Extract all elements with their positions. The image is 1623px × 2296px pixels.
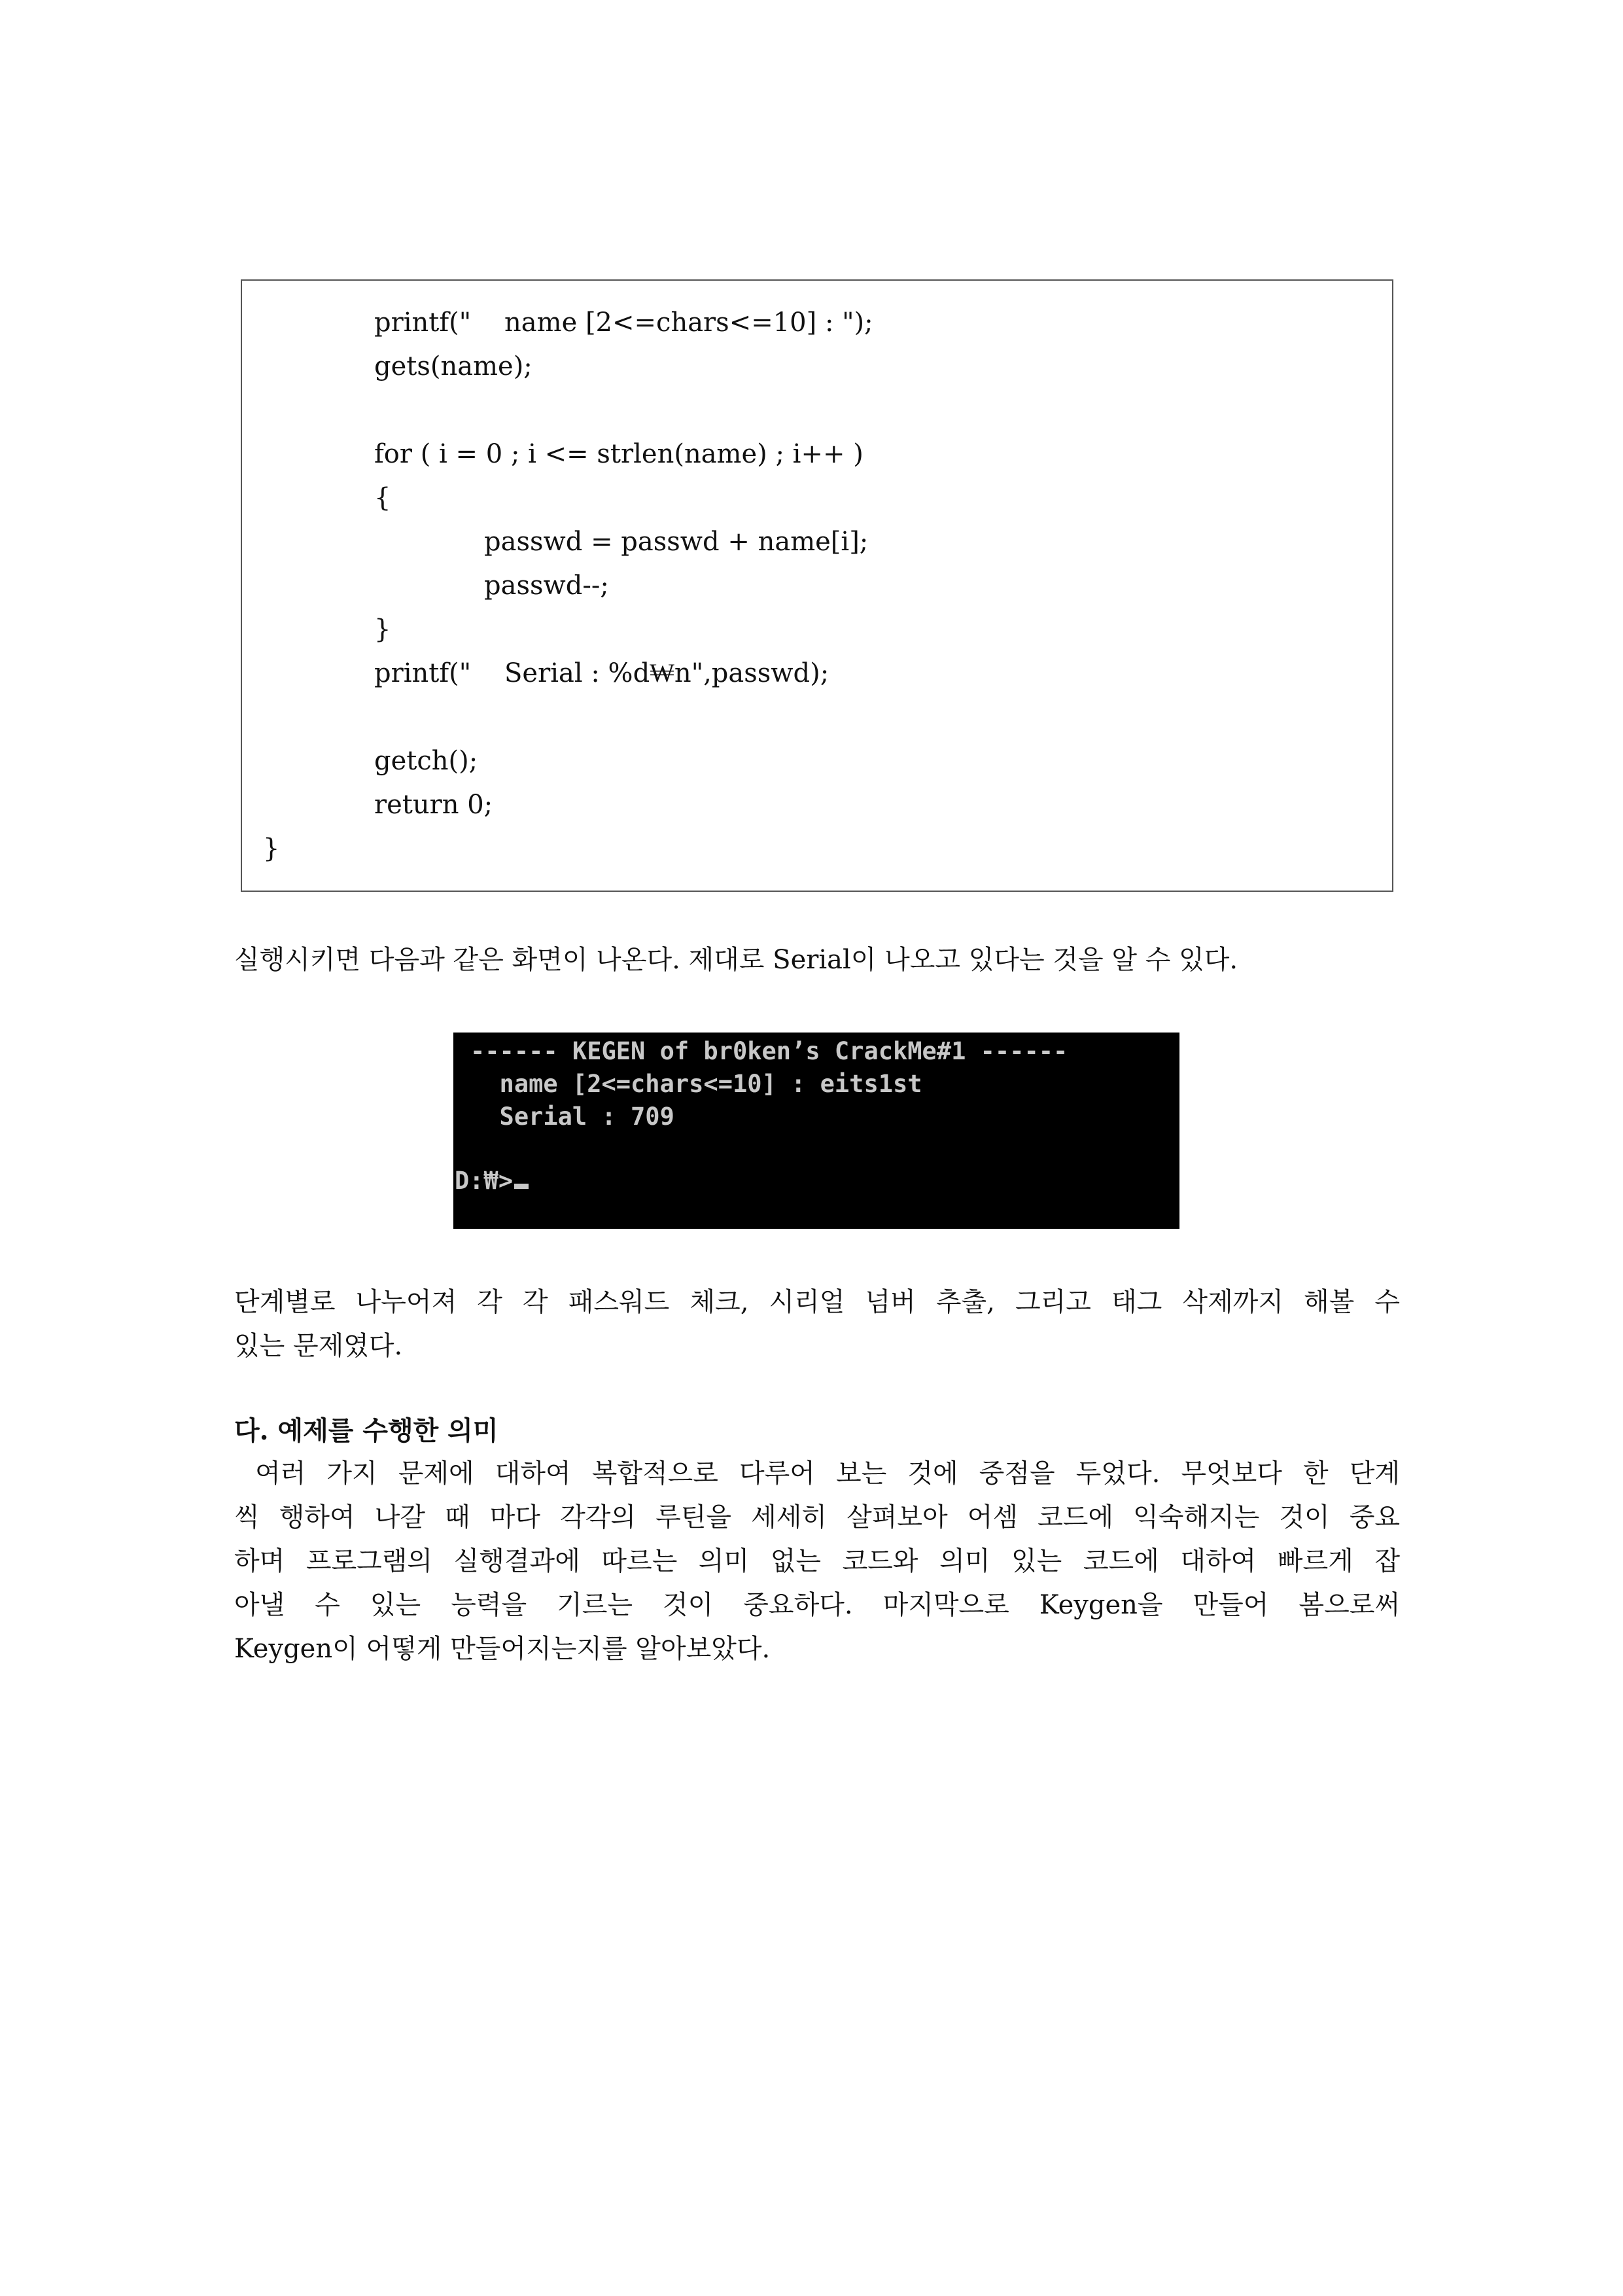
paragraph-line: 아낼 수 있는 능력을 기르는 것이 중요하다. 마지막으로 Keygen을 만들어 봄으로써 bbox=[234, 1590, 1400, 1620]
code-line-gets: gets(name); bbox=[374, 351, 532, 381]
paragraph-summary bbox=[234, 1280, 1400, 1368]
section-heading: 다. 예제를 수행한 의미 bbox=[234, 1415, 498, 1446]
paragraph-line: 씩 행하여 나갈 때 마다 각각의 루틴을 세세히 살펴보아 어셈 코드에 익숙해지는 것이 중요 bbox=[234, 1502, 1400, 1532]
paragraph-run-result bbox=[234, 938, 1400, 982]
paragraph-line: 하며 프로그램의 실행결과에 따르는 의미 없는 코드와 의미 있는 코드에 대하여 빠르게 잡 bbox=[234, 1546, 1400, 1576]
code-line-open-brace: { bbox=[374, 483, 391, 513]
console-prompt: D:₩> bbox=[455, 1167, 514, 1195]
code-line-passwd-decrement: passwd--; bbox=[484, 571, 609, 601]
console-serial-line: Serial : 709 bbox=[470, 1103, 674, 1131]
code-line-return: return 0; bbox=[374, 790, 493, 820]
code-line-printf-serial: printf(" Serial : %d₩n",passwd); bbox=[374, 658, 829, 688]
paragraph-line: 있는 문제였다. bbox=[234, 1331, 403, 1361]
code-line-for: for ( i = 0 ; i <= strlen(name) ; i++ ) bbox=[374, 439, 864, 469]
paragraph-line: 단계별로 나누어져 각 각 패스워드 체크, 시리얼 넘버 추출, 그리고 태그 삭제까지 해볼 수 bbox=[234, 1287, 1400, 1317]
console-name-line: name [2<=chars<=10] : eits1st bbox=[470, 1070, 922, 1098]
console-title-line: ------ KEGEN of br0ken’s CrackMe#1 ------ bbox=[470, 1037, 1068, 1065]
paragraph-section-body bbox=[234, 1452, 1400, 1671]
paragraph-line: 실행시키면 다음과 같은 화면이 나온다. 제대로 Serial이 나오고 있다는 것을 알 수 있다. bbox=[234, 945, 1238, 975]
paragraph-line: 여러 가지 문제에 대하여 복합적으로 다루어 보는 것에 중점을 두었다. 무엇보다 한 단계 bbox=[234, 1458, 1400, 1489]
code-line-passwd-add: passwd = passwd + name[i]; bbox=[484, 527, 869, 557]
console-screenshot bbox=[453, 1033, 1179, 1229]
code-line-getch: getch(); bbox=[374, 746, 478, 776]
code-line-printf-name: printf(" name [2<=chars<=10] : "); bbox=[374, 308, 873, 338]
code-line-final-brace: } bbox=[263, 834, 280, 864]
paragraph-line: Keygen이 어떻게 만들어지는지를 알아보았다. bbox=[234, 1634, 771, 1664]
code-line-close-brace: } bbox=[374, 614, 391, 645]
console-prompt-line bbox=[455, 1166, 529, 1196]
code-listing-box bbox=[241, 279, 1393, 892]
console-cursor bbox=[514, 1184, 529, 1189]
